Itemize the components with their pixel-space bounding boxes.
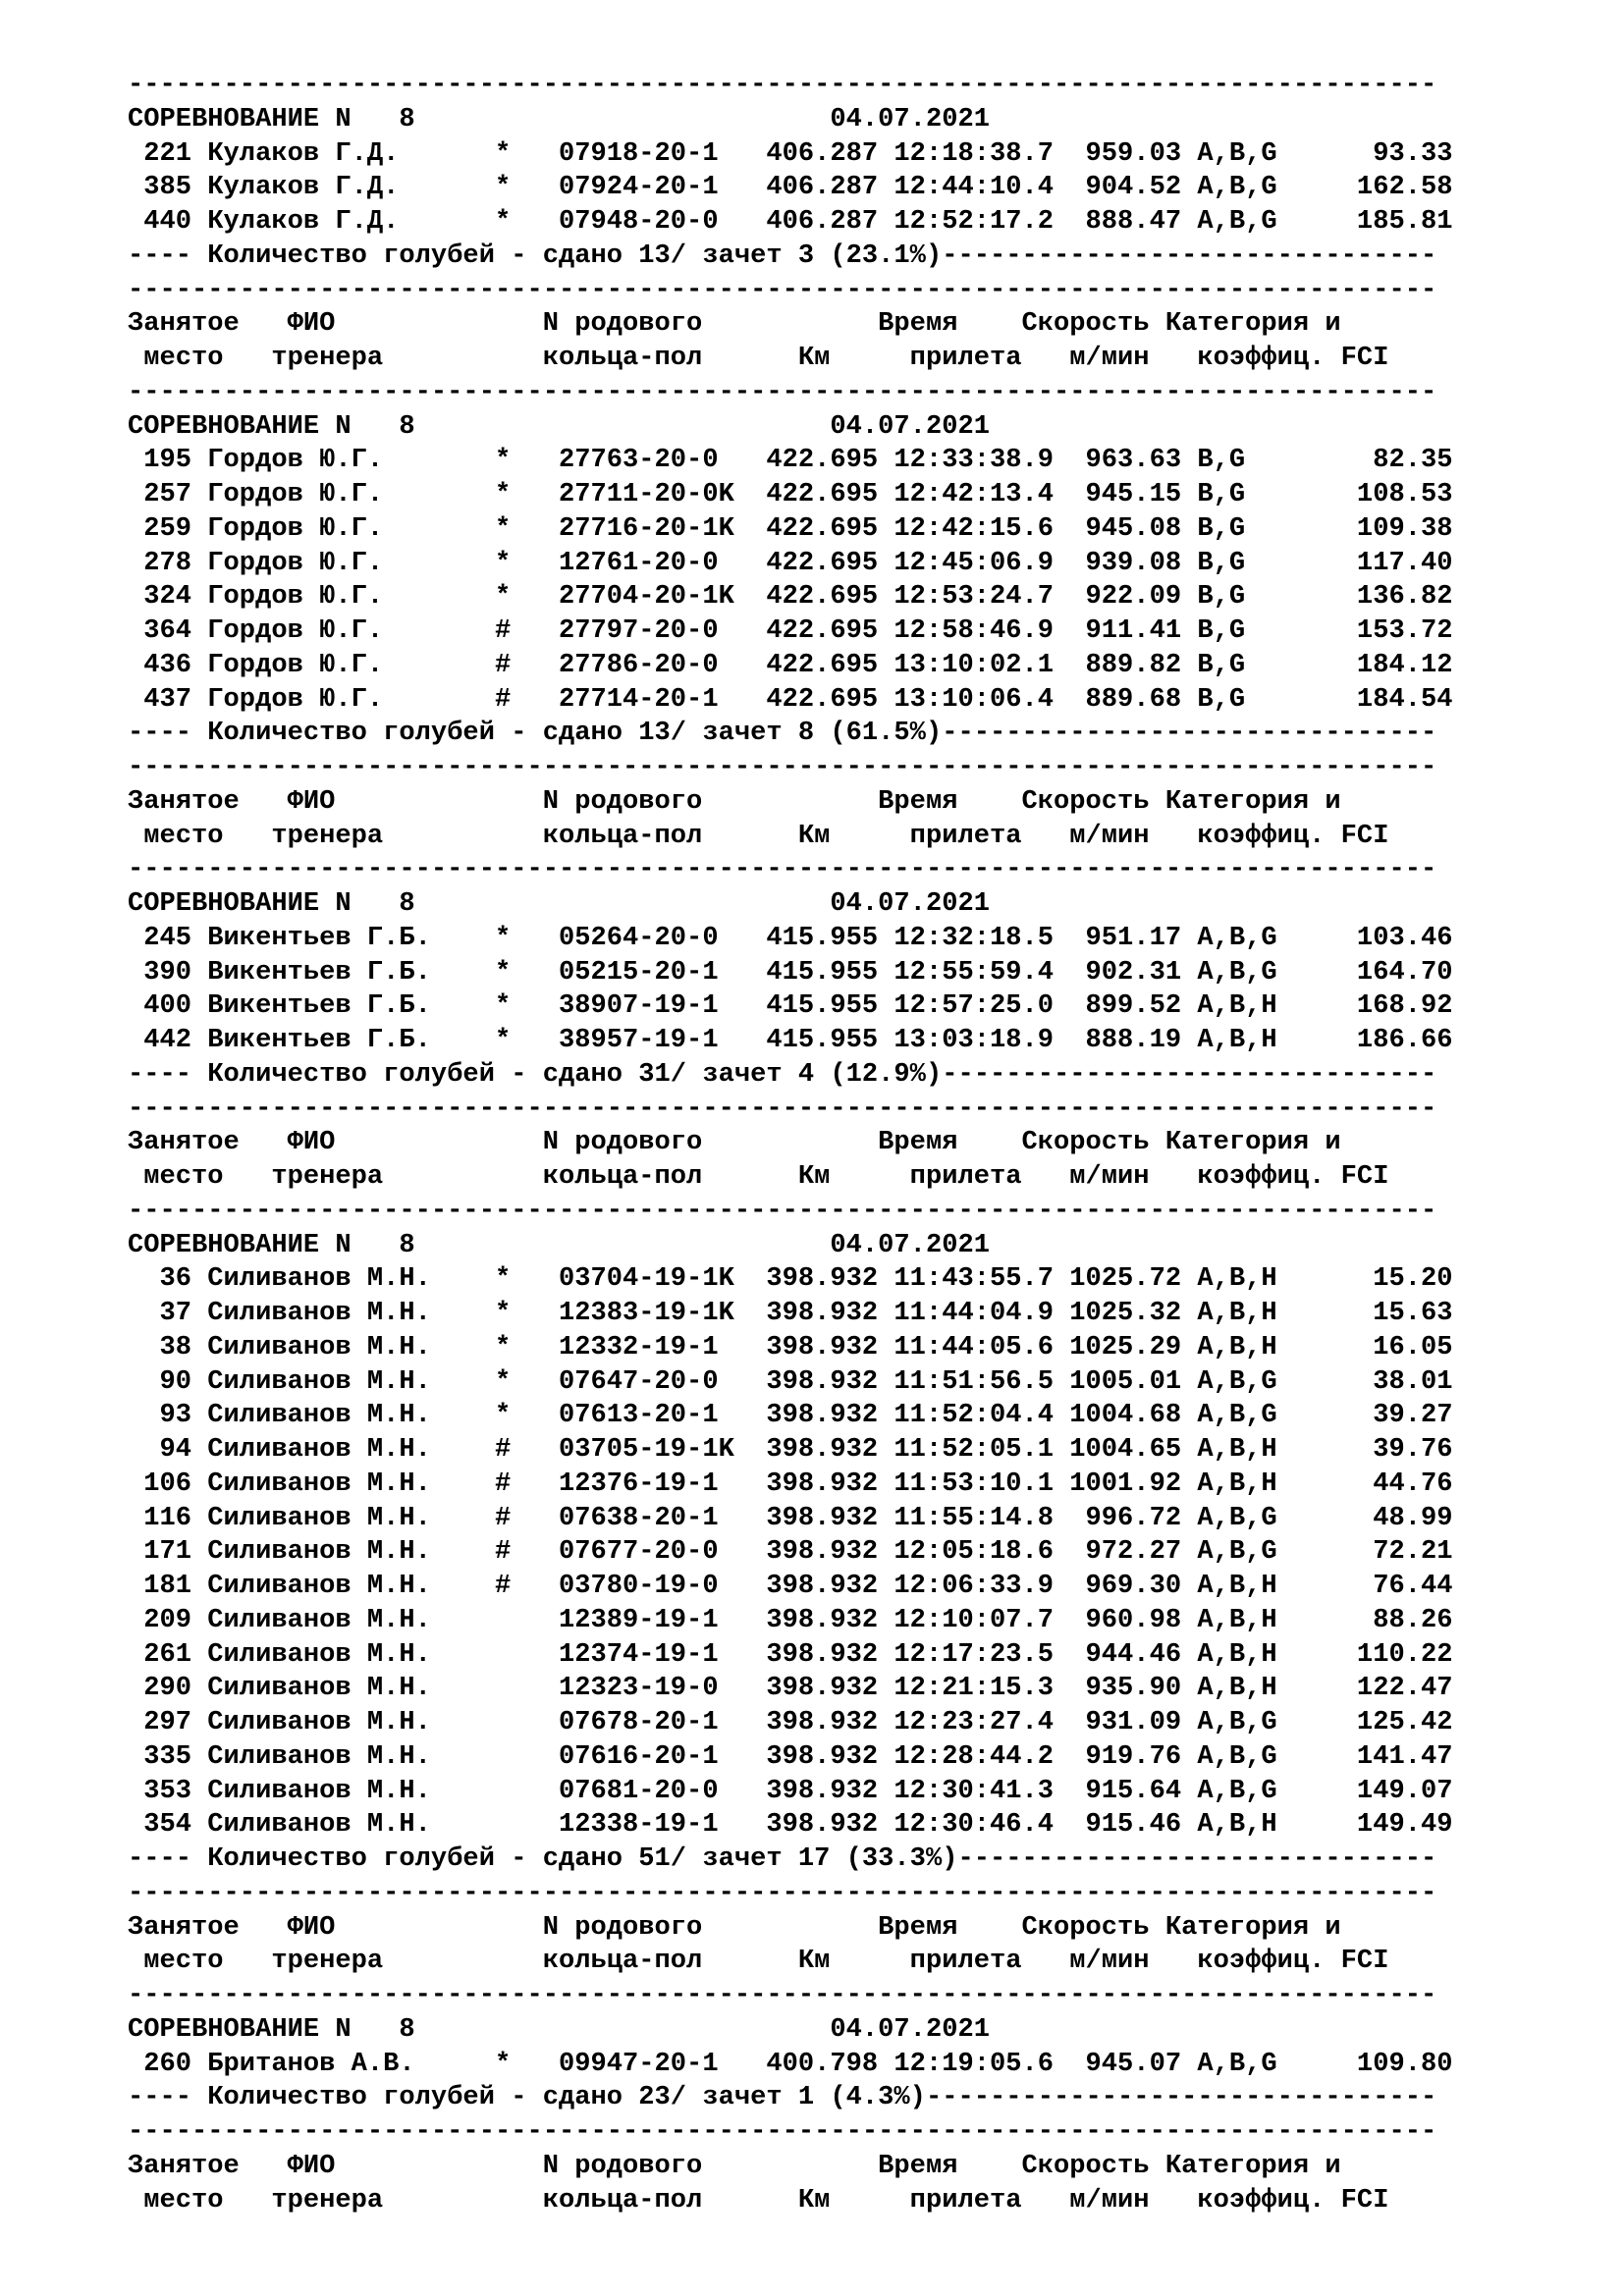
result-row: 116 Силиванов М.Н. # 07638-20-1 398.932 11:55:14.8 996.72 A,B,G 48.99 — [128, 1502, 1453, 1533]
result-row: 37 Силиванов М.Н. * 12383-19-1K 398.932 11:44:04.9 1025.32 A,B,H 15.63 — [128, 1298, 1453, 1328]
separator-line: ---------------------------------------------------------------------------------- — [128, 274, 1437, 305]
result-row: 354 Силиванов М.Н. 12338-19-1 398.932 12:30:46.4 915.46 A,B,H 149.49 — [128, 1809, 1453, 1841]
column-header-line: Занятое ФИО N родового Время Скорость Категория и — [128, 785, 1341, 817]
result-row: 257 Гордов Ю.Г. * 27711-20-0K 422.695 12:42:13.4 945.15 B,G 108.53 — [128, 479, 1453, 509]
competition-heading: СОРЕВНОВАНИЕ N 8 04.07.2021 — [128, 103, 990, 134]
separator-line: ---------------------------------------------------------------------------------- — [128, 1195, 1437, 1226]
column-header-line: место тренера кольца-пол Км прилета м/мин коэффиц. FCI — [128, 343, 1389, 373]
column-header-line: место тренера кольца-пол Км прилета м/мин коэффиц. FCI — [128, 2184, 1389, 2216]
result-row: 297 Силиванов М.Н. 07678-20-1 398.932 12:23:27.4 931.09 A,B,G 125.42 — [128, 1707, 1453, 1737]
column-header-line: Занятое ФИО N родового Время Скорость Категория и — [128, 1127, 1341, 1158]
result-row: 90 Силиванов М.Н. * 07647-20-0 398.932 11:51:56.5 1005.01 A,B,G 38.01 — [128, 1365, 1453, 1397]
competition-heading: СОРЕВНОВАНИЕ N 8 04.07.2021 — [128, 1229, 990, 1260]
result-row: 259 Гордов Ю.Г. * 27716-20-1K 422.695 12:42:15.6 945.08 B,G 109.38 — [128, 512, 1453, 544]
result-row: 353 Силиванов М.Н. 07681-20-0 398.932 12:30:41.3 915.64 A,B,G 149.07 — [128, 1775, 1453, 1806]
separator-line: ---------------------------------------------------------------------------------- — [128, 752, 1437, 782]
column-header-line: Занятое ФИО N родового Время Скорость Категория и — [128, 308, 1341, 340]
separator-line: ---------------------------------------------------------------------------------- — [128, 70, 1437, 100]
column-header-line: Занятое ФИО N родового Время Скорость Категория и — [128, 1911, 1341, 1943]
column-header-line: место тренера кольца-пол Км прилета м/мин коэффиц. FCI — [128, 1161, 1389, 1192]
separator-line: ---------------------------------------------------------------------------------- — [128, 854, 1437, 885]
result-row: 390 Викентьев Г.Б. * 05215-20-1 415.955 12:55:59.4 902.31 A,B,G 164.70 — [128, 956, 1453, 988]
result-row: 209 Силиванов М.Н. 12389-19-1 398.932 12:10:07.7 960.98 A,B,H 88.26 — [128, 1604, 1453, 1635]
result-row: 437 Гордов Ю.Г. # 27714-20-1 422.695 13:10:06.4 889.68 B,G 184.54 — [128, 683, 1453, 715]
result-row: 181 Силиванов М.Н. # 03780-19-0 398.932 12:06:33.9 969.30 A,B,H 76.44 — [128, 1571, 1453, 1601]
result-row: 171 Силиванов М.Н. # 07677-20-0 398.932 12:05:18.6 972.27 A,B,G 72.21 — [128, 1536, 1453, 1568]
result-row: 440 Кулаков Г.Д. * 07948-20-0 406.287 12:52:17.2 888.47 A,B,G 185.81 — [128, 206, 1453, 237]
pigeon-count-summary: ---- Количество голубей - сдано 13/ зачет 3 (23.1%)------------------------------- — [128, 240, 1437, 271]
result-row: 260 Британов А.В. * 09947-20-1 400.798 12:19:05.6 945.07 A,B,G 109.80 — [128, 2048, 1453, 2079]
result-row: 385 Кулаков Г.Д. * 07924-20-1 406.287 12:44:10.4 904.52 A,B,G 162.58 — [128, 172, 1453, 203]
separator-line: ---------------------------------------------------------------------------------- — [128, 376, 1437, 407]
result-row: 436 Гордов Ю.Г. # 27786-20-0 422.695 13:10:02.1 889.82 B,G 184.12 — [128, 649, 1453, 680]
result-row: 442 Викентьев Г.Б. * 38957-19-1 415.955 13:03:18.9 888.19 A,B,H 186.66 — [128, 1025, 1453, 1055]
column-header-line: место тренера кольца-пол Км прилета м/мин коэффиц. FCI — [128, 1946, 1389, 1977]
results-printout — [128, 69, 1453, 2217]
column-header-line: место тренера кольца-пол Км прилета м/мин коэффиц. FCI — [128, 820, 1389, 851]
result-row: 36 Силиванов М.Н. * 03704-19-1K 398.932 11:43:55.7 1025.72 A,B,H 15.20 — [128, 1263, 1453, 1295]
result-row: 324 Гордов Ю.Г. * 27704-20-1K 422.695 12:53:24.7 922.09 B,G 136.82 — [128, 581, 1453, 613]
pigeon-count-summary: ---- Количество голубей - сдано 23/ зачет 1 (4.3%)-------------------------------- — [128, 2082, 1437, 2113]
result-row: 400 Викентьев Г.Б. * 38907-19-1 415.955 12:57:25.0 899.52 A,B,H 168.92 — [128, 990, 1453, 1022]
pigeon-count-summary: ---- Количество голубей - сдано 31/ зачет 4 (12.9%)------------------------------- — [128, 1058, 1437, 1090]
result-row: 245 Викентьев Г.Б. * 05264-20-0 415.955 12:32:18.5 951.17 A,B,G 103.46 — [128, 922, 1453, 953]
result-row: 38 Силиванов М.Н. * 12332-19-1 398.932 11:44:05.6 1025.29 A,B,H 16.05 — [128, 1331, 1453, 1362]
competition-heading: СОРЕВНОВАНИЕ N 8 04.07.2021 — [128, 410, 990, 442]
competition-heading: СОРЕВНОВАНИЕ N 8 04.07.2021 — [128, 888, 990, 919]
separator-line: ---------------------------------------------------------------------------------- — [128, 1980, 1437, 2010]
competition-heading: СОРЕВНОВАНИЕ N 8 04.07.2021 — [128, 2013, 990, 2045]
result-row: 290 Силиванов М.Н. 12323-19-0 398.932 12:21:15.3 935.90 A,B,H 122.47 — [128, 1673, 1453, 1704]
pigeon-count-summary: ---- Количество голубей - сдано 13/ зачет 8 (61.5%)------------------------------- — [128, 718, 1437, 749]
separator-line: ---------------------------------------------------------------------------------- — [128, 2116, 1437, 2147]
pigeon-count-summary: ---- Количество голубей - сдано 51/ зачет 17 (33.3%)------------------------------ — [128, 1843, 1437, 1874]
result-row: 94 Силиванов М.Н. # 03705-19-1K 398.932 11:52:05.1 1004.65 A,B,H 39.76 — [128, 1434, 1453, 1465]
result-row: 261 Силиванов М.Н. 12374-19-1 398.932 12:17:23.5 944.46 A,B,H 110.22 — [128, 1638, 1453, 1670]
column-header-line: Занятое ФИО N родового Время Скорость Категория и — [128, 2150, 1341, 2181]
result-row: 221 Кулаков Г.Д. * 07918-20-1 406.287 12:18:38.7 959.03 A,B,G 93.33 — [128, 137, 1453, 169]
result-row: 364 Гордов Ю.Г. # 27797-20-0 422.695 12:58:46.9 911.41 B,G 153.72 — [128, 615, 1453, 646]
result-row: 195 Гордов Ю.Г. * 27763-20-0 422.695 12:33:38.9 963.63 B,G 82.35 — [128, 445, 1453, 476]
result-row: 93 Силиванов М.Н. * 07613-20-1 398.932 11:52:04.4 1004.68 A,B,G 39.27 — [128, 1400, 1453, 1431]
separator-line: ---------------------------------------------------------------------------------- — [128, 1877, 1437, 1908]
result-row: 278 Гордов Ю.Г. * 12761-20-0 422.695 12:45:06.9 939.08 B,G 117.40 — [128, 547, 1453, 578]
separator-line: ---------------------------------------------------------------------------------- — [128, 1093, 1437, 1124]
result-row: 106 Силиванов М.Н. # 12376-19-1 398.932 11:53:10.1 1001.92 A,B,H 44.76 — [128, 1468, 1453, 1499]
result-row: 335 Силиванов М.Н. 07616-20-1 398.932 12:28:44.2 919.76 A,B,G 141.47 — [128, 1740, 1453, 1772]
